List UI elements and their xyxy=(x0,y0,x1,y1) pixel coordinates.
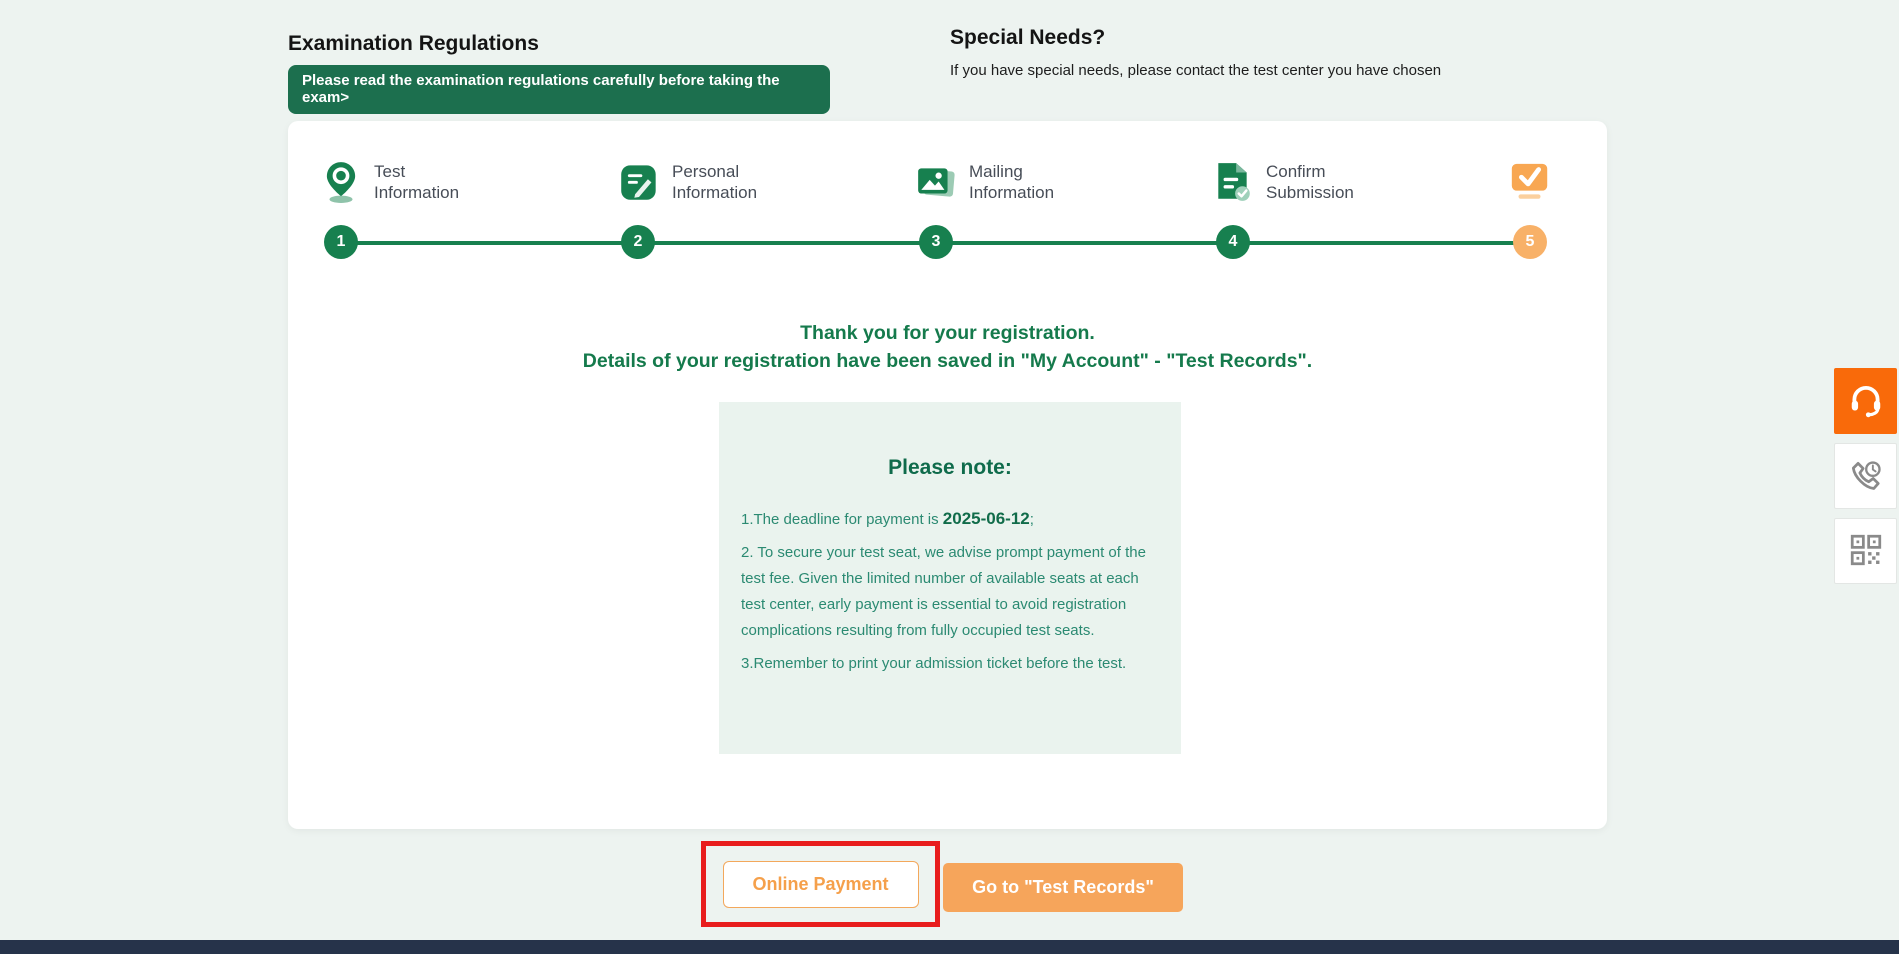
regulations-banner-link[interactable]: Please read the examination regulations carefully before taking the exam> xyxy=(288,65,830,114)
floating-service-menu xyxy=(1834,368,1897,584)
examination-regulations-title: Examination Regulations xyxy=(288,32,539,55)
go-to-test-records-button[interactable]: Go to "Test Records" xyxy=(943,863,1183,912)
online-payment-button[interactable]: Online Payment xyxy=(723,861,919,908)
special-needs-text: If you have special needs, please contact the test center you have chosen xyxy=(950,62,1442,79)
document-check-icon xyxy=(1211,160,1255,204)
special-needs-title: Special Needs? xyxy=(950,26,1106,49)
step-label-mailing-information: Mailing Information xyxy=(969,162,1055,202)
headset-icon xyxy=(1847,381,1885,422)
payment-deadline-date: 2025-06-12 xyxy=(942,509,1030,528)
step-circle-1: 1 xyxy=(324,225,358,259)
customer-service-button[interactable] xyxy=(1834,368,1897,434)
please-note-title: Please note: xyxy=(888,456,1012,479)
stepper-step-test-information xyxy=(319,160,459,204)
note-item-1: 1.The deadline for payment is 2025-06-12; xyxy=(741,509,1034,528)
step-circle-3: 3 xyxy=(919,225,953,259)
photo-icon xyxy=(914,160,958,204)
location-pin-icon xyxy=(319,160,363,204)
step-circle-5: 5 xyxy=(1513,225,1547,259)
note-item-2: 2. To secure your test seat, we advise prompt payment of the test fee. Given the limited number of available seats at each test center, early payment is essential to avoid registration complications resulting from fully occupied test seats. xyxy=(741,544,1146,639)
phone-clock-icon xyxy=(1847,456,1885,497)
please-note-box xyxy=(719,402,1181,754)
step-circle-4: 4 xyxy=(1216,225,1250,259)
step-label-personal-information: Personal Information xyxy=(672,162,758,202)
online-payment-highlight-box xyxy=(701,841,940,927)
confirmation-message xyxy=(288,319,1607,375)
qr-code-icon xyxy=(1848,532,1884,571)
examination-regulations-section xyxy=(288,32,830,114)
note-item-3: 3.Remember to print your admission ticket before the test. xyxy=(741,655,1127,672)
check-screen-icon xyxy=(1508,160,1552,204)
step-label-test-information: Test Information xyxy=(374,162,460,202)
stepper-step-personal-information xyxy=(617,160,757,204)
stepper-step-completed xyxy=(1508,160,1563,204)
stepper-step-confirm-submission xyxy=(1211,160,1354,204)
special-needs-section xyxy=(950,26,1441,79)
phone-hotline-button[interactable] xyxy=(1834,443,1897,509)
stepper-step-mailing-information xyxy=(914,160,1054,204)
confirmation-line1: Thank you for your registration. xyxy=(800,322,1095,344)
registration-card xyxy=(288,121,1607,829)
step-label-confirm-submission: Confirm Submission xyxy=(1266,162,1354,202)
qr-code-button[interactable] xyxy=(1834,518,1897,584)
edit-note-icon xyxy=(617,160,661,204)
step-circle-2: 2 xyxy=(621,225,655,259)
footer-bar xyxy=(0,940,1899,954)
confirmation-line2: Details of your registration have been saved in "My Account" - "Test Records". xyxy=(582,350,1313,372)
